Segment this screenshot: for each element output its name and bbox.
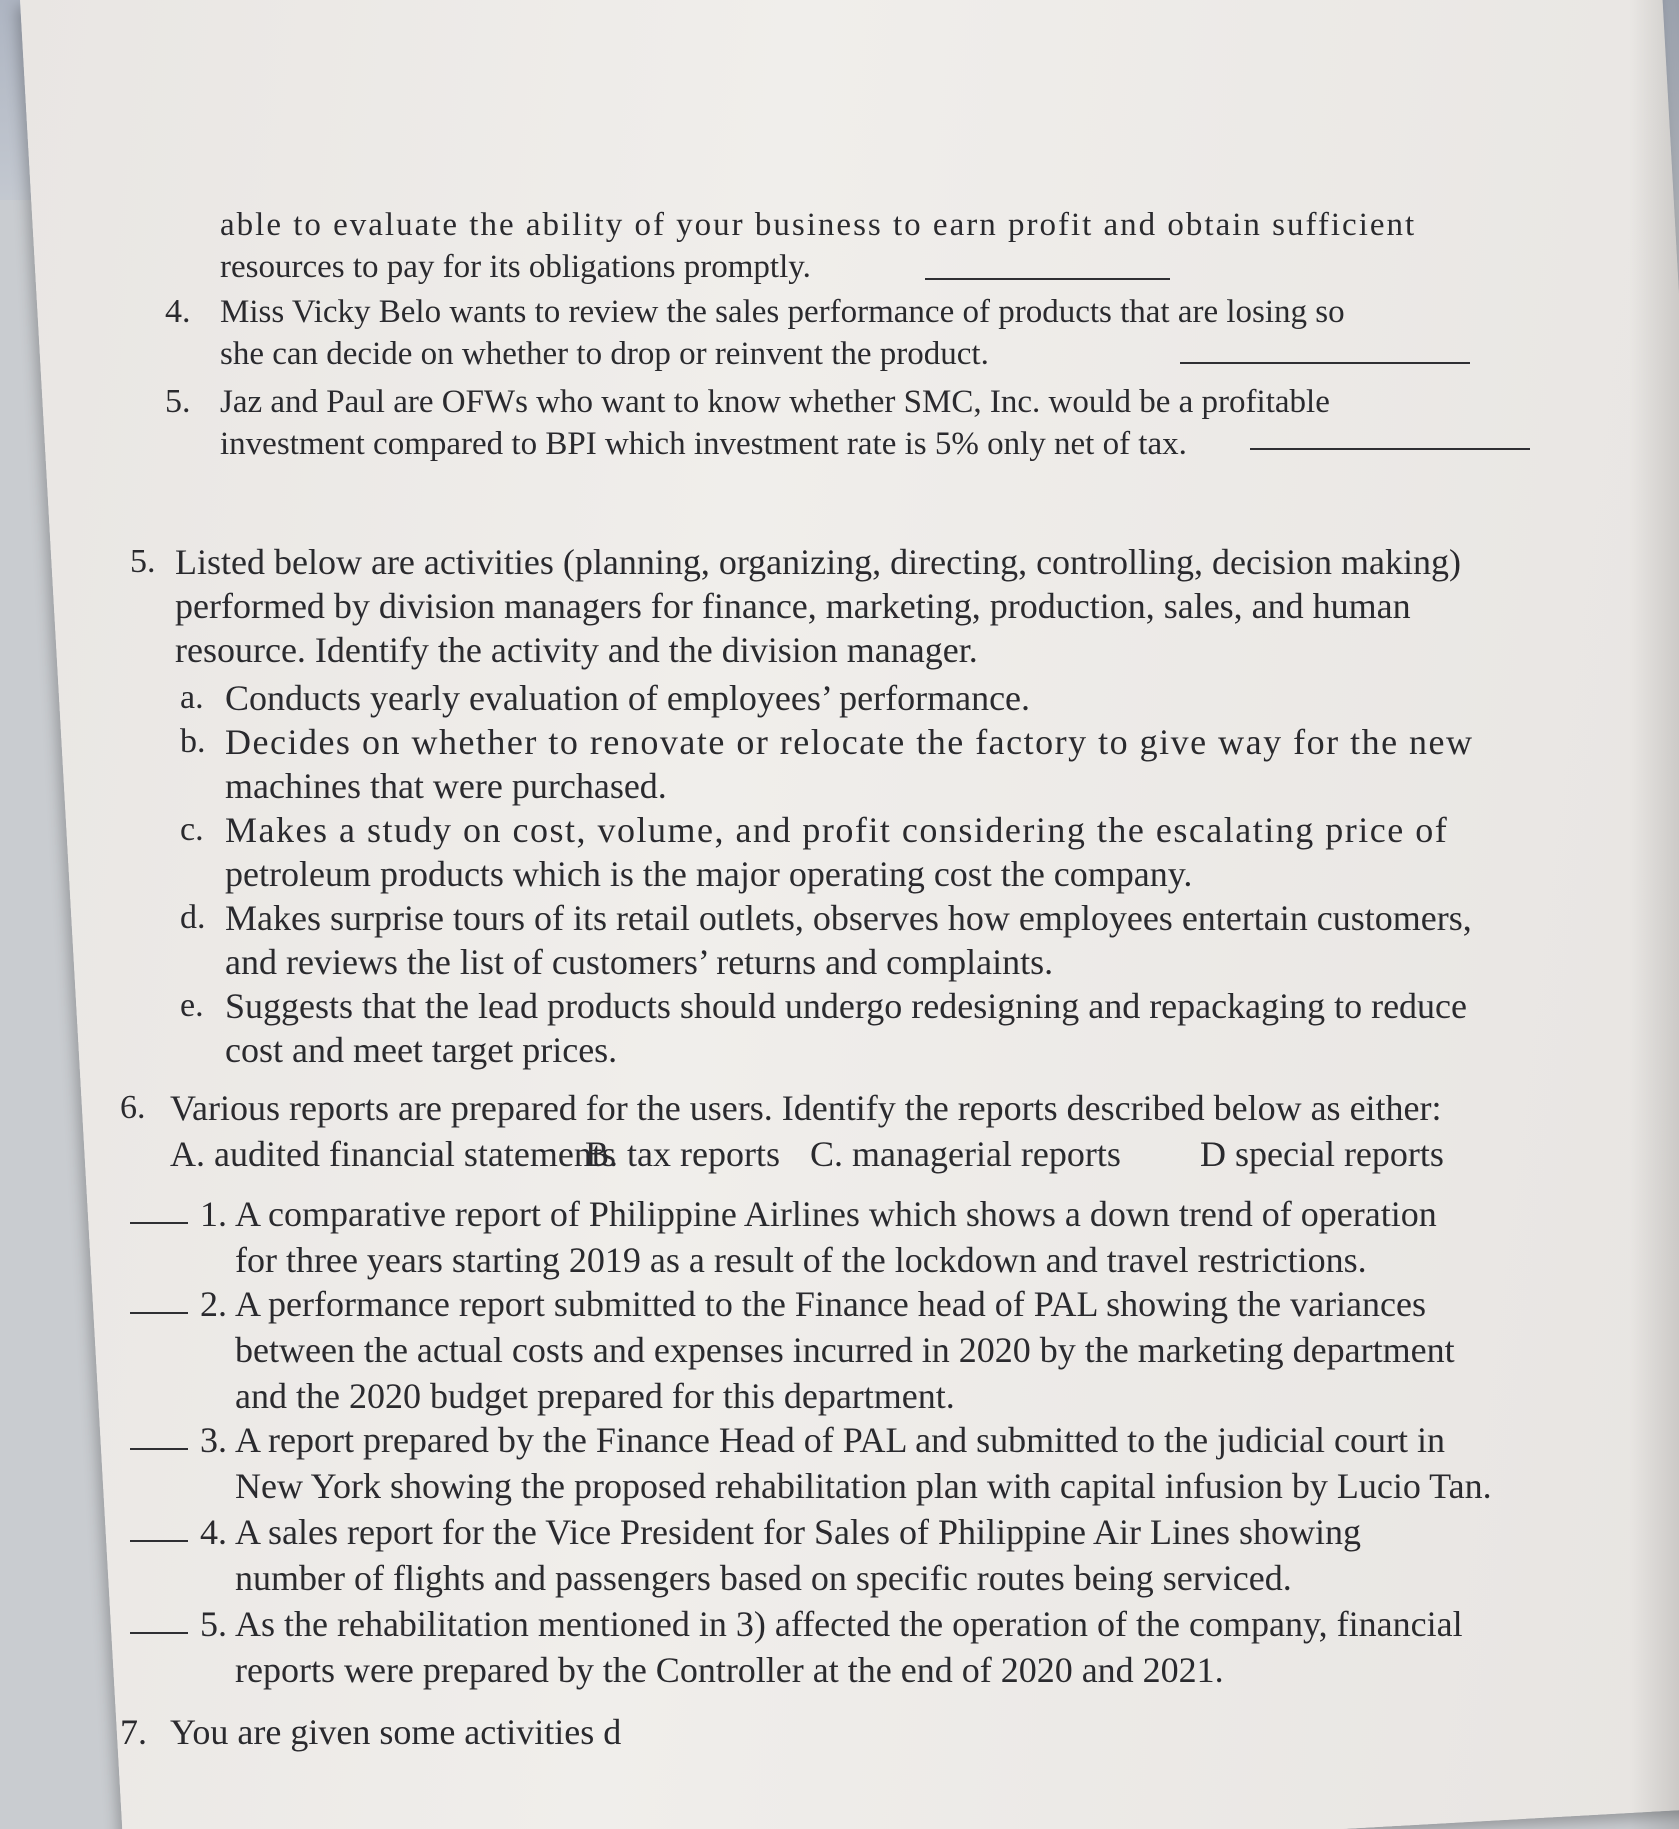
question-5-line-1: Listed below are activities (planning, organizing, directing, controlling, decision making) (175, 542, 1461, 582)
question-7-line-1: You are given some activities d (170, 1712, 622, 1752)
answer-blank[interactable] (130, 1312, 188, 1314)
item-5-line-1: Jaz and Paul are OFWs who want to know whether SMC, Inc. would be a profitable (220, 384, 1330, 421)
q6-item-3-line-1: A report prepared by the Finance Head of PAL and submitted to the judicial court in (234, 1420, 1446, 1460)
option-d: D special reports (1200, 1134, 1444, 1174)
q6-item-2-line-1: A performance report submitted to the Finance head of PAL showing the variances (234, 1284, 1427, 1324)
option-c: C. managerial reports (810, 1134, 1121, 1174)
q5-item-c-line-1: Makes a study on cost, volume, and profit considering the escalating price of (225, 810, 1449, 850)
item-number: 4. (200, 1512, 227, 1552)
answer-blank[interactable] (925, 278, 1170, 280)
textbook-page (20, 0, 1679, 1829)
q6-item-5-line-2: reports were prepared by the Controller at the end of 2020 and 2021. (235, 1650, 1224, 1690)
q5-item-c-line-2: petroleum products which is the major operating cost the company. (225, 854, 1193, 894)
item-number: 1. (200, 1194, 228, 1234)
answer-blank[interactable] (130, 1540, 188, 1542)
q6-item-4-line-2: number of flights and passengers based on specific routes being serviced. (235, 1558, 1292, 1598)
q6-item-1-line-1: A comparative report of Philippine Airlines which shows a down trend of operation (235, 1194, 1437, 1234)
page-shadow (1629, 0, 1679, 1829)
option-b: B. tax reports (585, 1134, 780, 1174)
item-number: 5. (200, 1604, 227, 1644)
item-4-line-2: she can decide on whether to drop or reinvent the product. (220, 336, 989, 372)
question-6-line-1: Various reports are prepared for the users. Identify the reports described below as either: (170, 1088, 1442, 1128)
q6-item-2-line-3: and the 2020 budget prepared for this department. (234, 1376, 955, 1416)
answer-blank[interactable] (130, 1222, 188, 1224)
item-number: 5. (165, 383, 191, 420)
item-letter: e. (180, 987, 204, 1024)
answer-blank[interactable] (1250, 448, 1530, 450)
intro-line-1: able to evaluate the ability of your business to earn profit and obtain sufficient (220, 207, 1417, 243)
q5-item-a-line-1: Conducts yearly evaluation of employees’ performance. (224, 678, 1031, 718)
q6-item-4-line-1: A sales report for the Vice President for Sales of Philippine Air Lines showing (235, 1512, 1361, 1552)
q5-item-e-line-2: cost and meet target prices. (225, 1030, 618, 1070)
item-letter: c. (180, 811, 204, 848)
answer-blank[interactable] (130, 1448, 188, 1450)
q5-item-d-line-2: and reviews the list of customers’ returns and complaints. (225, 942, 1054, 982)
option-a: A. audited financial statements (170, 1134, 616, 1174)
q5-item-e-line-1: Suggests that the lead products should undergo redesigning and repackaging to reduce (225, 986, 1468, 1026)
item-letter: d. (180, 899, 206, 936)
question-number: 7. (120, 1712, 147, 1752)
answer-blank[interactable] (130, 1632, 188, 1634)
item-number: 2. (200, 1284, 227, 1324)
q6-item-3-line-2: New York showing the proposed rehabilitation plan with capital infusion by Lucio Tan. (235, 1466, 1492, 1506)
item-number: 4. (165, 293, 191, 330)
question-number: 6. (120, 1089, 146, 1126)
answer-blank[interactable] (1180, 362, 1470, 364)
q5-item-d-line-1: Makes surprise tours of its retail outlets, observes how employees entertain customers, (225, 897, 1472, 938)
question-5-line-2: performed by division managers for finance, marketing, production, sales, and human (175, 586, 1411, 626)
item-number: 3. (200, 1420, 227, 1460)
q6-item-2-line-2: between the actual costs and expenses incurred in 2020 by the marketing department (235, 1330, 1455, 1370)
question-5-line-3: resource. Identify the activity and the division manager. (175, 630, 978, 670)
item-4-line-1: Miss Vicky Belo wants to review the sales performance of products that are losing so (220, 294, 1345, 330)
q5-item-b-line-1: Decides on whether to renovate or relocate the factory to give way for the new (224, 722, 1474, 762)
item-letter: b. (180, 723, 206, 760)
item-letter: a. (180, 679, 204, 716)
q6-item-1-line-2: for three years starting 2019 as a result of the lockdown and travel restrictions. (234, 1240, 1367, 1280)
q5-item-b-line-2: machines that were purchased. (225, 766, 667, 806)
q6-item-5-line-1: As the rehabilitation mentioned in 3) affected the operation of the company, financial (235, 1604, 1463, 1644)
item-5-line-2: investment compared to BPI which investment rate is 5% only net of tax. (220, 426, 1187, 462)
intro-line-2: resources to pay for its obligations promptly. (220, 249, 811, 285)
question-number: 5. (130, 543, 156, 580)
